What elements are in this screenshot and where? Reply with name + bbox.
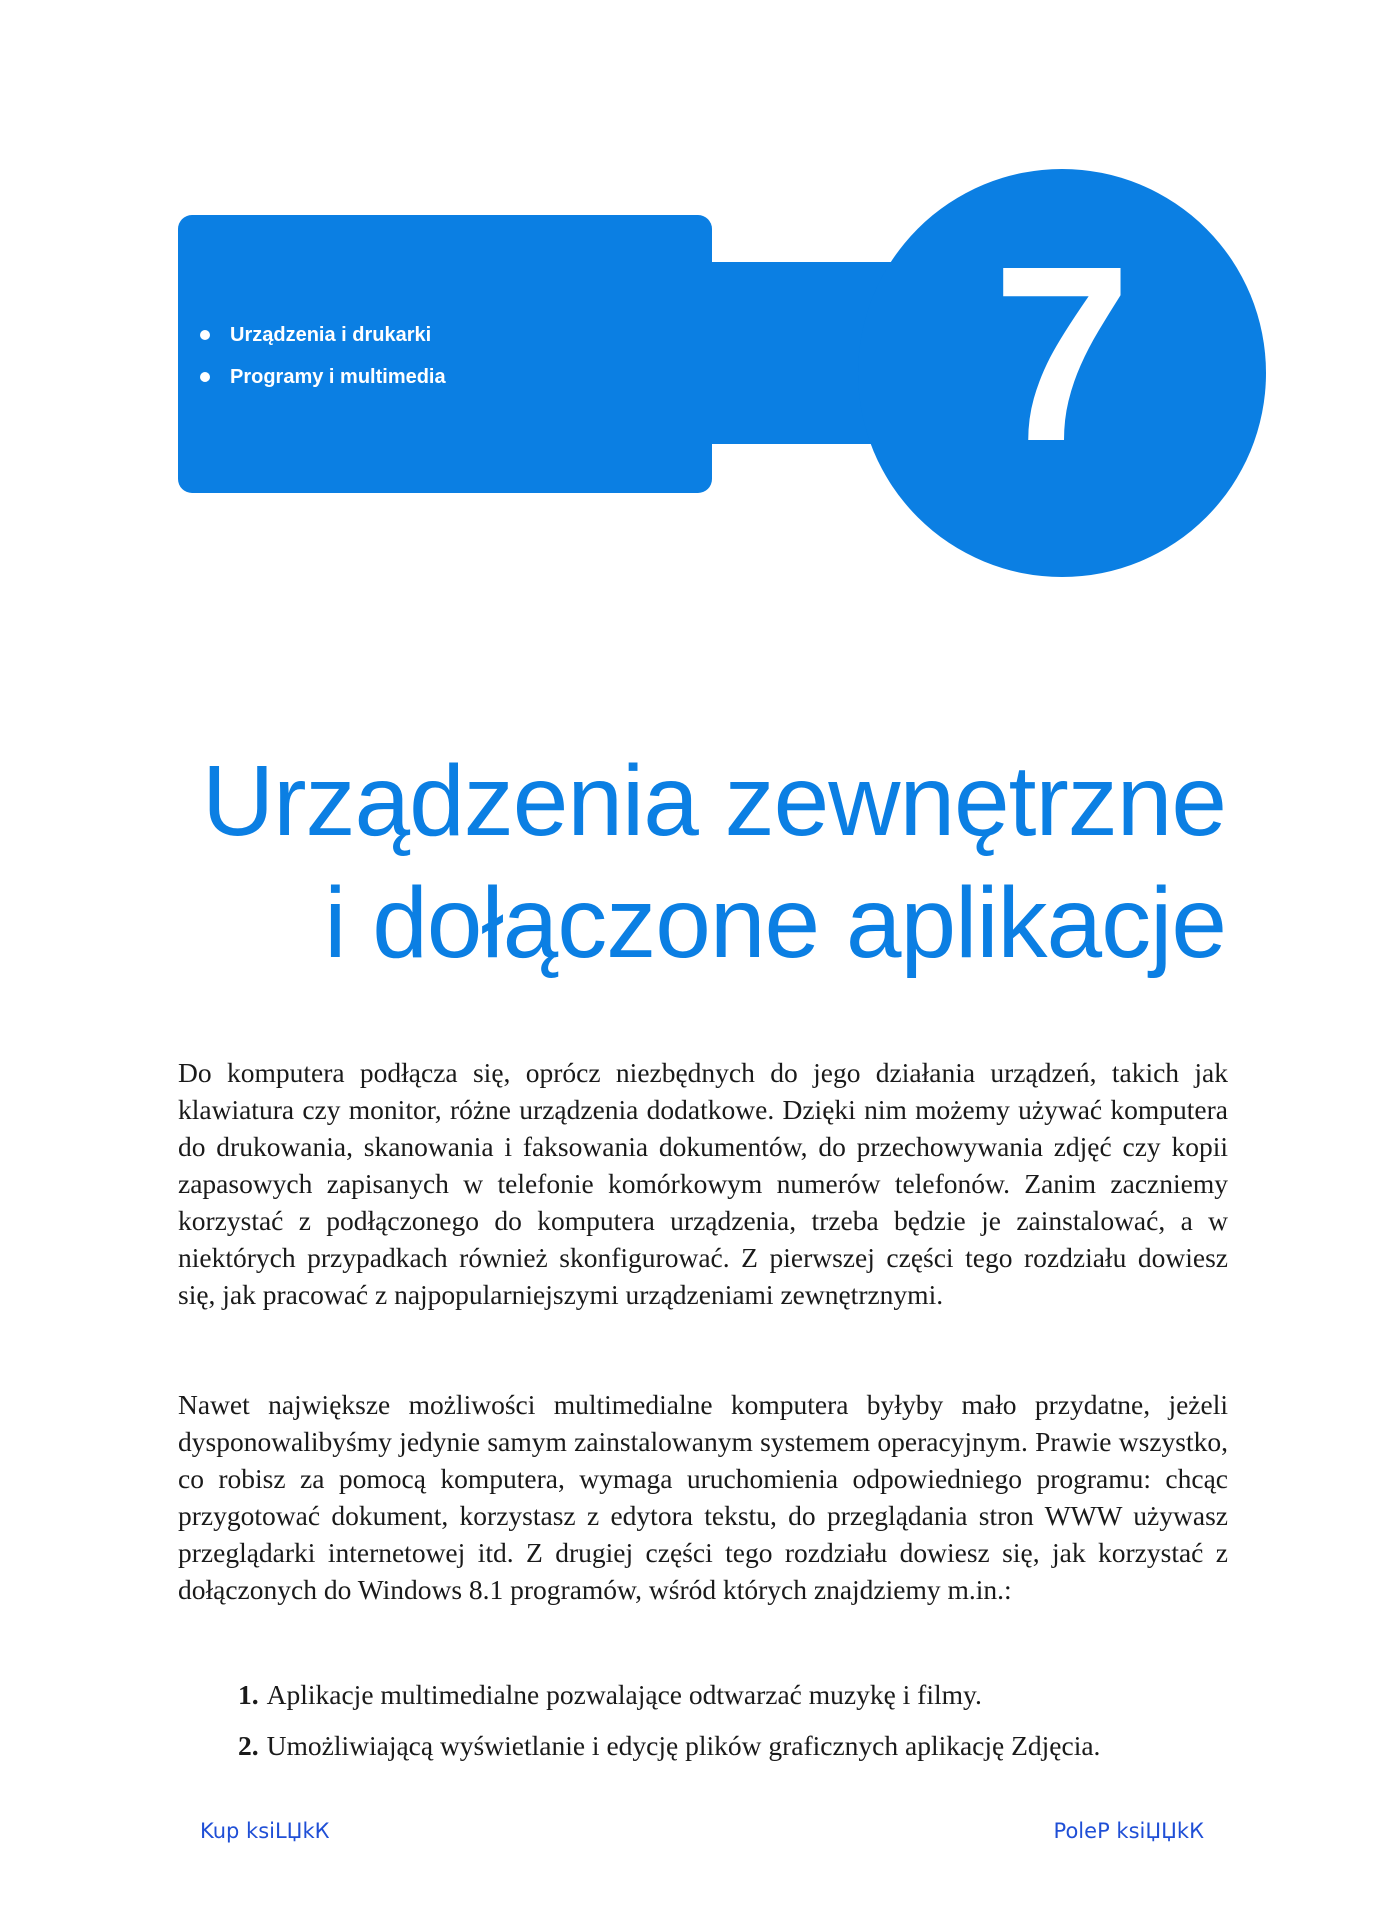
intro-paragraph: Nawet największe możliwości multimedialne komputera byłyby mało przydatne, jeżeli dysponowalibyśmy jedynie samym zainstalowanym systemem operacyjnym. Prawie wszystko, co robisz za pomocą komputera, wymaga uruchomienia odpowiedniego programu: chcąc przygotować dokument, korzystasz z edytora tekstu, do przeglądania stron WWW używasz przeglądarki internetowej itd. Z drugiej części tego rozdziału dowiesz się, jak korzystać z dołączonych do Windows 8.1 programów, wśród których znajdziemy m.in.: <box>178 1389 1228 1605</box>
list-item <box>238 1676 1100 1713</box>
chapter-topic-label: Programy i multimedia <box>230 365 446 388</box>
chapter-title-line: i dołączone aplikacje <box>324 867 1226 979</box>
list-item <box>238 1727 1100 1764</box>
list-item-number: 1. <box>238 1679 259 1710</box>
list-item-text: Aplikacje multimedialne pozwalające odtwarzać muzykę i filmy. <box>266 1679 982 1710</box>
chapter-title-line: Urządzenia zewnętrzne <box>202 745 1226 857</box>
recommend-book-link[interactable]: PoleР ksiЏЏkК <box>1053 1819 1204 1843</box>
list-item-text: Umożliwiającą wyświetlanie i edycję plików graficznych aplikację Zdjęcia. <box>266 1730 1101 1761</box>
program-list <box>238 1676 1100 1778</box>
chapter-topic-item <box>200 356 446 398</box>
chapter-topics <box>200 314 446 398</box>
chapter-number: 7 <box>992 214 1132 493</box>
list-item-number: 2. <box>238 1730 259 1761</box>
buy-book-link[interactable]: Kup ksiLЏkК <box>200 1819 330 1843</box>
bullet-icon <box>200 372 210 382</box>
chapter-topic-item <box>200 314 446 356</box>
chapter-title <box>120 740 1226 984</box>
bullet-icon <box>200 330 210 340</box>
chapter-topic-label: Urządzenia i drukarki <box>230 323 432 346</box>
intro-paragraph: Do komputera podłącza się, oprócz niezbędnych do jego działania urządzeń, takich jak klawiatura czy monitor, różne urządzenia dodatkowe. Dzięki nim możemy używać komputera do drukowania, skanowania i faksowania dokumentów, do przechowywania zdjęć czy kopii zapasowych zapisanych w telefonie komórkowym numerów telefonów. Zanim zaczniemy korzystać z podłączonego do komputera urządzenia, trzeba będzie je zainstalować, a w niektórych przypadkach również skonfigurować. Z pierwszej części tego rozdziału dowiesz się, jak pracować z najpopularniejszymi urządzeniami zewnętrznymi. <box>178 1057 1228 1310</box>
